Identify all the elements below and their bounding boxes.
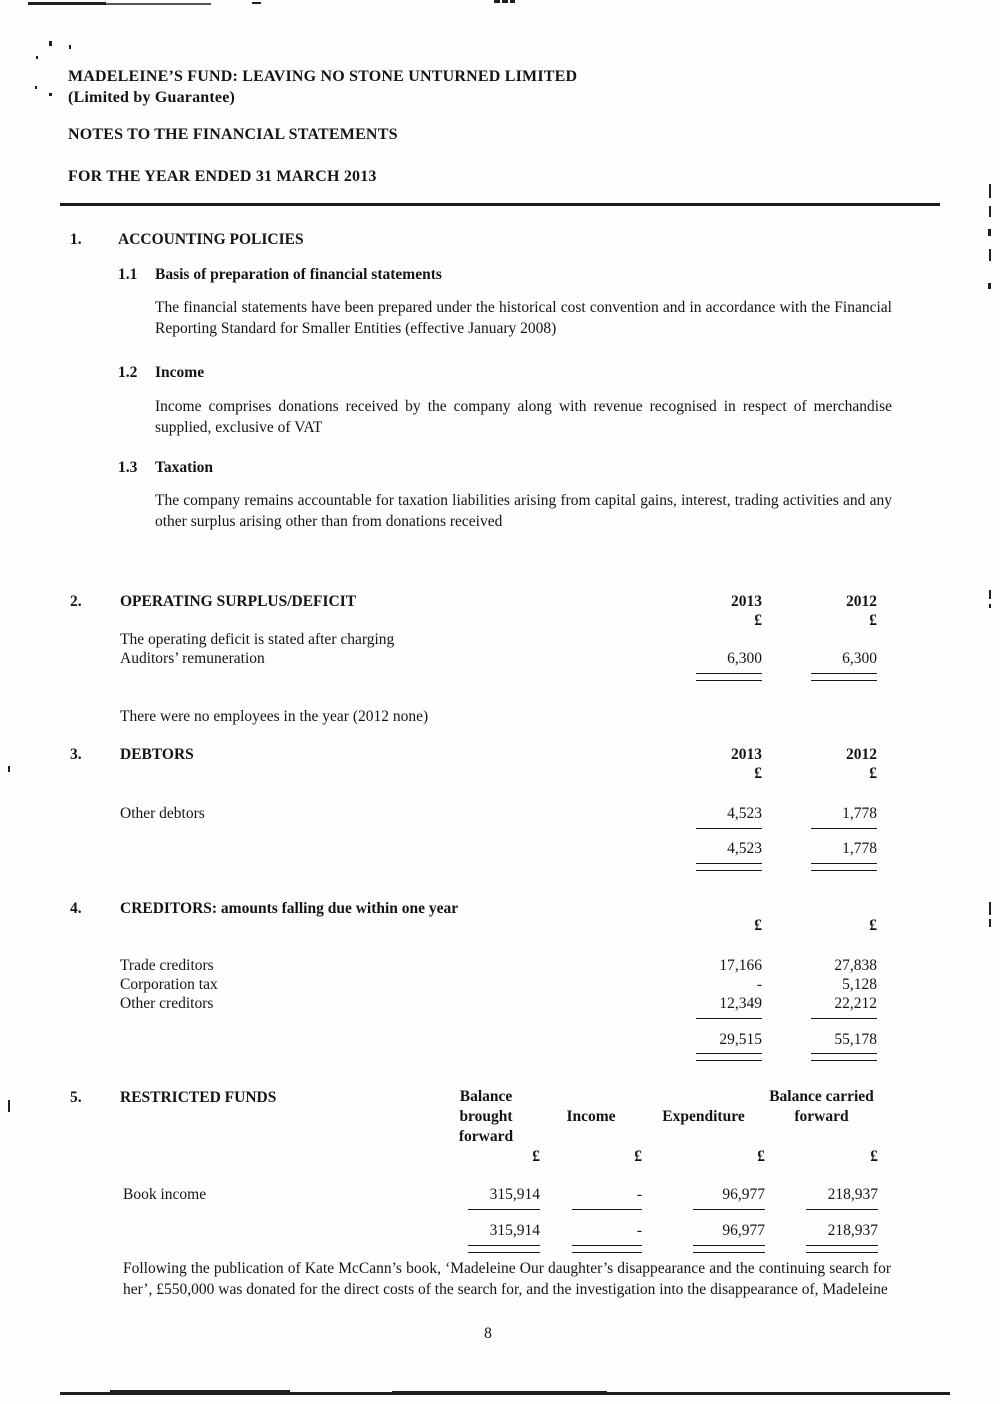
table-row-label: Corporation tax (120, 976, 218, 993)
table-cell-value: 5,128 (842, 976, 877, 993)
currency-symbol: £ (869, 765, 877, 782)
single-total-rule (572, 1209, 642, 1210)
section-1-title: ACCOUNTING POLICIES (118, 231, 304, 248)
section-3-title: DEBTORS (120, 746, 194, 763)
scan-artifact (252, 2, 261, 4)
single-total-rule (696, 1018, 762, 1019)
table-cell-value: 22,212 (834, 995, 877, 1012)
section-3-number: 3. (70, 746, 82, 763)
subsection-1-1-number: 1.1 (118, 266, 138, 283)
table-cell-value: 1,778 (842, 805, 877, 822)
double-total-rule (811, 1053, 877, 1061)
subsection-1-2-body: Income comprises donations received by the company along with revenue recognised in respect of merchandise supplied, exclusive of VAT (155, 398, 892, 436)
section-1-number: 1. (70, 231, 82, 248)
table-total-value: 29,515 (719, 1031, 762, 1048)
year-column-2012: 2012 (846, 593, 877, 610)
scan-artifact (989, 604, 991, 608)
scan-artifact (36, 56, 38, 59)
double-total-rule (572, 1245, 642, 1253)
currency-symbol: £ (754, 612, 762, 629)
page-number: 8 (484, 1325, 492, 1342)
scan-artifact (989, 206, 991, 217)
table-cell-value: 6,300 (727, 650, 762, 667)
table-cell-value: 218,937 (827, 1186, 878, 1203)
single-total-rule (468, 1209, 540, 1210)
table-cell-value: - (756, 976, 762, 993)
scan-artifact (69, 45, 71, 49)
column-header-balance-carried-forward: Balance carried forward (769, 1088, 874, 1125)
table-total-value: 218,937 (827, 1222, 878, 1239)
employees-note: There were no employees in the year (2012 none) (120, 708, 429, 725)
table-cell-value: 4,523 (727, 805, 762, 822)
scan-artifact (49, 41, 52, 46)
scan-artifact (989, 249, 991, 261)
table-cell-value: 96,977 (722, 1186, 765, 1203)
double-total-rule (468, 1245, 540, 1253)
subsection-1-3-body: The company remains accountable for taxation liabilities arising from capital gains, interest, trading activities and any other surplus arising other than from donations received (155, 492, 892, 530)
currency-symbol: £ (532, 1148, 540, 1165)
column-header-balance-brought-forward: Balance brought forward (458, 1088, 514, 1145)
section-5-title: RESTRICTED FUNDS (120, 1089, 277, 1106)
table-total-value: 96,977 (722, 1222, 765, 1239)
scan-artifact (28, 2, 106, 5)
restricted-funds-note: Following the publication of Kate McCann’s book, ‘Madeleine Our daughter’s disappearance and the continuing search for her’, £550,000 was donated for the direct costs of the search for, and the investigation into the disappearance of, Madeleine (123, 1260, 891, 1298)
scan-artifact (502, 0, 508, 3)
scan-artifact (510, 0, 515, 3)
table-total-value: 315,914 (489, 1222, 540, 1239)
subsection-1-3-number: 1.3 (118, 459, 138, 476)
single-total-rule (696, 828, 762, 829)
currency-symbol: £ (754, 917, 762, 934)
double-total-rule (696, 1053, 762, 1061)
year-column-2013: 2013 (731, 593, 762, 610)
double-total-rule (696, 863, 762, 871)
scan-artifact (8, 1100, 10, 1112)
scan-artifact (8, 766, 10, 772)
table-row-label: Book income (123, 1186, 207, 1203)
scan-artifact (35, 86, 37, 89)
year-column-2012: 2012 (846, 746, 877, 763)
year-column-2013: 2013 (731, 746, 762, 763)
subsection-1-2-title: Income (155, 364, 205, 381)
table-cell-value: 315,914 (489, 1186, 540, 1203)
subsection-1-1-body: The financial statements have been prepared under the historical cost convention and in accordance with the Financial Reporting Standard for Smaller Entities (effective January 2008) (155, 299, 892, 337)
currency-symbol: £ (869, 917, 877, 934)
column-header-expenditure: Expenditure (662, 1108, 745, 1125)
single-total-rule (811, 1018, 877, 1019)
currency-symbol: £ (757, 1148, 765, 1165)
section-4-title: CREDITORS: amounts falling due within one year (120, 900, 459, 917)
scan-artifact (110, 1390, 290, 1395)
scan-artifact (989, 184, 991, 198)
table-cell-value: 6,300 (842, 650, 877, 667)
single-total-rule (693, 1209, 765, 1210)
currency-symbol: £ (634, 1148, 642, 1165)
section-2-number: 2. (70, 593, 82, 610)
reporting-period: FOR THE YEAR ENDED 31 MARCH 2013 (68, 168, 377, 185)
table-row-label: Other creditors (120, 995, 214, 1012)
scan-artifact (989, 902, 991, 915)
currency-symbol: £ (869, 612, 877, 629)
scan-artifact (392, 1391, 607, 1395)
subsection-1-1-title: Basis of preparation of financial statements (155, 266, 442, 283)
column-header-income: Income (566, 1108, 616, 1125)
table-cell-value: 12,349 (719, 995, 762, 1012)
double-total-rule (811, 863, 877, 871)
table-total-value: 1,778 (842, 840, 877, 857)
section-5-number: 5. (70, 1089, 82, 1106)
table-row-label: The operating deficit is stated after charging (120, 631, 395, 648)
scan-artifact (989, 919, 991, 927)
scan-artifact (988, 229, 991, 236)
table-row-label: Trade creditors (120, 957, 214, 974)
company-name: MADELEINE’S FUND: LEAVING NO STONE UNTURNED LIMITED (68, 68, 578, 85)
table-total-value: 4,523 (727, 840, 762, 857)
double-total-rule (811, 673, 877, 681)
currency-symbol: £ (754, 765, 762, 782)
subsection-1-2-number: 1.2 (118, 364, 138, 381)
header-divider-line (60, 203, 940, 206)
table-total-value: 55,178 (834, 1031, 877, 1048)
scan-artifact (494, 0, 500, 3)
table-row-label: Other debtors (120, 805, 205, 822)
double-total-rule (806, 1245, 878, 1253)
section-2-title: OPERATING SURPLUS/DEFICIT (120, 593, 357, 610)
table-row-label: Auditors’ remuneration (120, 650, 265, 667)
table-cell-value: 17,166 (719, 957, 762, 974)
scan-artifact (989, 590, 991, 599)
table-cell-value: - (636, 1186, 642, 1203)
double-total-rule (696, 673, 762, 681)
double-total-rule (693, 1245, 765, 1253)
single-total-rule (811, 828, 877, 829)
company-subtitle: (Limited by Guarantee) (68, 89, 236, 106)
section-4-number: 4. (70, 900, 82, 917)
subsection-1-3-title: Taxation (155, 459, 214, 476)
currency-symbol: £ (870, 1148, 878, 1165)
table-cell-value: 27,838 (834, 957, 877, 974)
scan-artifact (988, 283, 991, 289)
scan-artifact (49, 93, 52, 96)
document-title: NOTES TO THE FINANCIAL STATEMENTS (68, 126, 398, 143)
single-total-rule (806, 1209, 878, 1210)
table-total-value: - (636, 1222, 642, 1239)
scan-artifact (106, 3, 211, 5)
